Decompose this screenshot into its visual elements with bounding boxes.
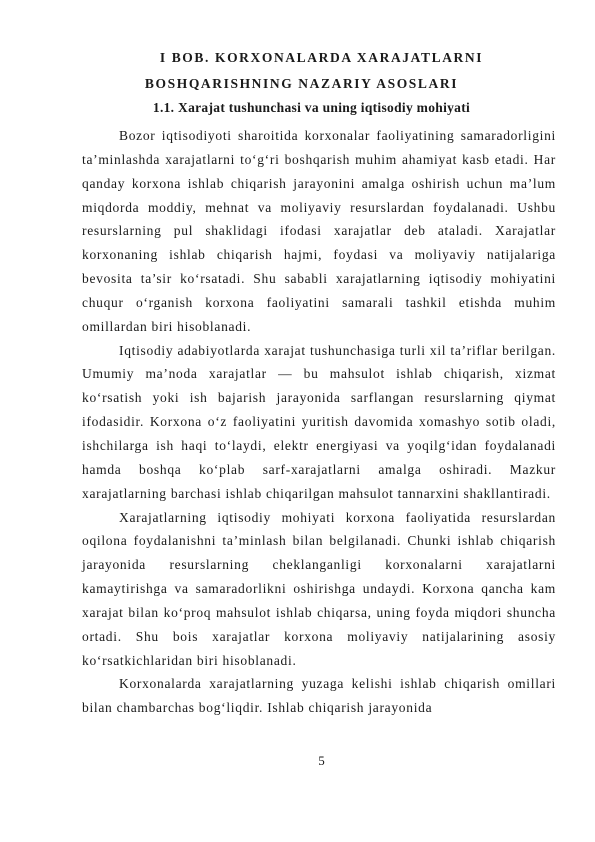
body-text: [82, 124, 556, 720]
section-title: 1.1. Xarajat tushunchasi va uning iqtisodiy mohiyati: [152, 100, 471, 115]
chapter-title-line-1: I BOB. KORXONALARDA XARAJATLARNI: [159, 50, 484, 65]
paragraph-3: Xarajatlarning iqtisodiy mohiyati korxona faoliyatida resurslardan oqilona foydalanishni ta’minlash bilan belgilanadi. Chunki ishlab chiqarish jarayonida resurslarning cheklanganligi korxonalarni xarajatlarni kamaytirishga va samaradorlikni oshirishga undaydi. Korxona qancha kam xarajat bilan ko‘proq mahsulot ishlab chiqarsa, uning foyda miqdori shuncha ortadi. Shu bois xarajatlar korxona moliyaviy natijalarining asosiy ko‘rsatkichlaridan biri hisoblanadi.: [82, 509, 556, 668]
chapter-title-line-2: BOSHQARISHNING NAZARIY ASOSLARI: [144, 76, 459, 91]
paragraph-1: Bozor iqtisodiyoti sharoitida korxonalar faoliyatining samaradorligini ta’minlashda xarajatlarni to‘g‘ri boshqarish muhim ahamiyat kasb etadi. Har qanday korxona ishlab chiqarish jarayonini amalga oshirish uchun ma’lum miqdorda moddiy, mehnat va moliyaviy resurslardan foydalanadi. Ushbu resurslarning pul shaklidagi ifodasi xarajatlar deb ataladi. Xarajatlar korxonaning ishlab chiqarish hajmi, foydasi va moliyaviy natijalariga bevosita ta’sir ko‘rsatadi. Shu sababli xarajatlarning iqtisodiy mohiyatini chuqur o‘rganish korxona faoliyatini samarali tashkil etishda muhim omillardan biri hisoblanadi.: [82, 128, 556, 334]
paragraph-2: Iqtisodiy adabiyotlarda xarajat tushunchasiga turli xil ta’riflar berilgan. Umumiy ma’noda xarajatlar — bu mahsulot ishlab chiqarish, xizmat ko‘rsatish yoki ish bajarish jarayonida sarflangan resurslarning qiymat ifodasidir. Korxona o‘z faoliyatini yuritish davomida xomashyo sotib oladi, ishchilarga ish haqi to‘laydi, elektr energiyasi va yoqilg‘idan foydalanadi hamda boshqa ko‘plab sarf-xarajatlarni amalga oshiradi. Mazkur xarajatlarning barchasi ishlab chiqarilgan mahsulot tannarxini shakllantiradi.: [82, 342, 556, 501]
paragraph-4: Korxonalarda xarajatlarning yuzaga kelishi ishlab chiqarish omillari bilan chambarchas bog‘liqdir. Ishlab chiqarish jarayonida: [82, 676, 556, 716]
page-number: 5: [318, 753, 325, 768]
